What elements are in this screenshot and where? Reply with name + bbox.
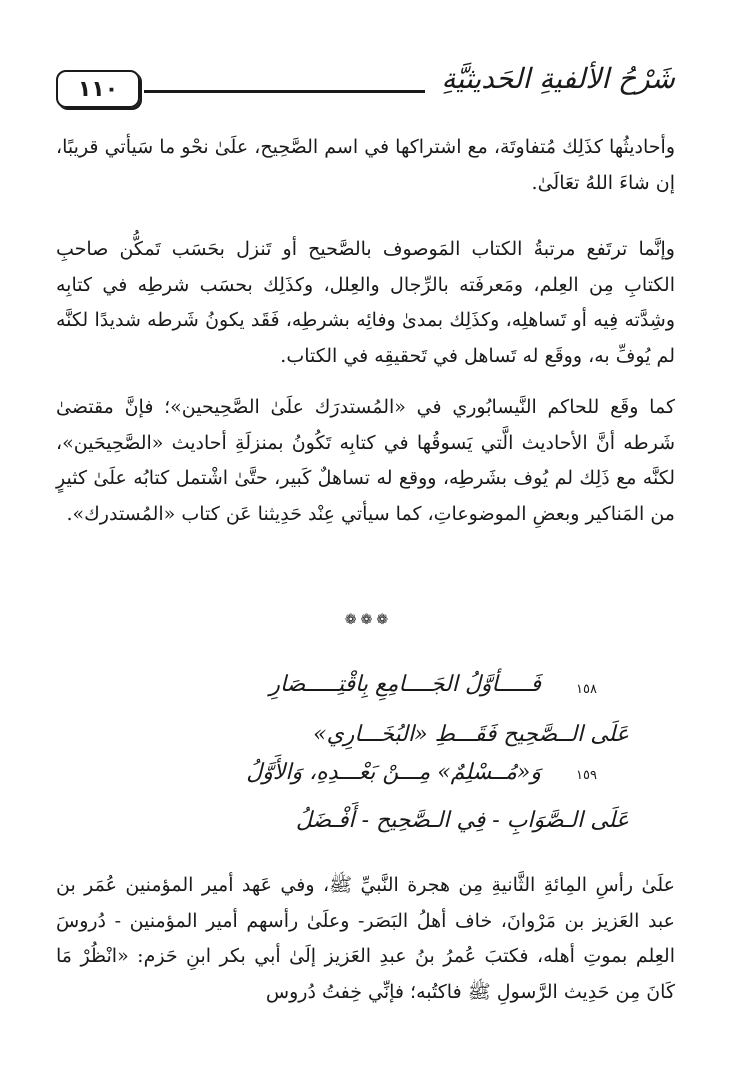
verse-159-line-2: عَلَى الـصَّوَابِ - فِي الـصَّحِيح - أَفْـضَلُ [295, 808, 629, 833]
header-rule [144, 90, 425, 93]
verse-158-line-2: عَلَى الــصَّحِيح فَقَـــطِ «البُخَـــارِي» [313, 722, 629, 747]
paragraph-2: وإنَّما ترتَفع مرتبةُ الكتاب المَوصوف بالصَّحيح أو تَنزل بحَسَب تَمكُّن صاحبِ الكتابِ مِن العِلم، ومَعرفَته بالرِّجال والعِلل، وكذَلِك بحسَب شرطِه في كتابِه وشِدَّته فِيه أو تَساهلِه، وكذَلِك بمدىٰ وفائِه بشرطِه، فَقَد يكونُ شَرطه شديدًا لكنَّه لم يُوفِّ به، ووقَع له تَساهل في تَحقيقِه في الكتاب. [56, 238, 675, 367]
paragraph-1: وأحاديثُها كذَلِك مُتفاوتَة، مع اشتراكها في اسم الصَّحِيح، علَىٰ نحْو ما سَيأتي قريبًا، إن شاءَ اللهُ تعَالَىٰ. [56, 136, 675, 194]
page-header [56, 62, 675, 114]
section-separator: ❁❁❁ [344, 612, 393, 628]
verse-number-159: ١٥٩ [576, 768, 597, 783]
paragraph-4: علَىٰ رأسِ المِائةِ الثَّانيةِ مِن هجرة النَّبيِّ ﷺ، وفي عَهد أمير المؤمنين عُمَر بن عبد العَزيز بن مَرْوانَ، خاف أهلُ البَصَر- وعلَىٰ رأسهم أمير المؤمنين - دُروسَ العِلم بموتِ أهله، فكتبَ عُمرُ بنُ عبدِ العَزيز إلَىٰ أبي بكر ابنِ حَزم: «انْظُرْ مَا كَانَ مِن حَدِيث الرَّسولِ ﷺ فاكتُبه؛ فإنِّي خِفتُ دُروس [56, 874, 675, 1003]
verse-159-line-1: وَ«مُــسْلِمٌ» مِـــنْ بَعْـــدِهِ، وَالأَوَّلُ [246, 760, 541, 785]
running-title: شَرْحُ الألفيةِ الحَديثيَّةِ [441, 62, 675, 95]
paragraph-3: كما وقَع للحاكم النَّيسابُوري في «المُستدرَك علَىٰ الصَّحِيحين»؛ فإنَّ مقتضىٰ شَرطه أنَّ الأحاديث الَّتي يَسوقُها في كتابِه تَكُونُ بمنزلَةِ أحاديث «الصَّحِيحَين»، لكنَّه مع ذَلِك لم يُوف بشَرطِه، ووقع له تساهلٌ كَبير، حتَّىٰ اشْتمل كتابُه علَىٰ كثيرٍ من المَناكير وبعضِ الموضوعاتِ، كما سيأتي عِنْد حَدِيثنا عَن كتاب «المُستدرك». [56, 396, 675, 525]
verse-158-line-1: فَـــــأوَّلُ الجَــــامِعِ بِاقْتِـــــصَارِ [269, 672, 541, 697]
verse-number-158: ١٥٨ [576, 682, 597, 697]
page-number: ١١٠ [56, 70, 140, 108]
